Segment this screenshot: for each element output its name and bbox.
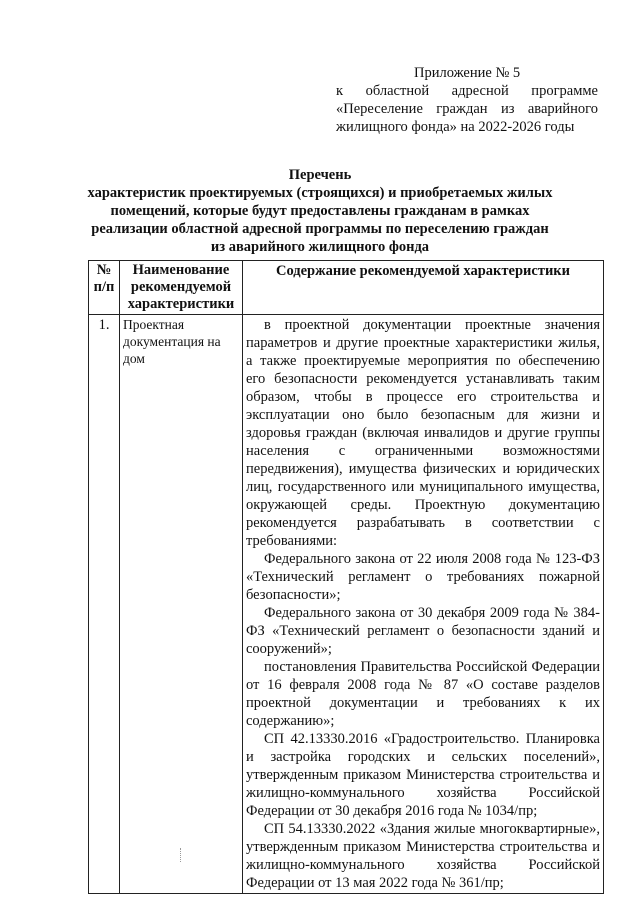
row-number: 1. xyxy=(89,315,120,894)
title-line-4: реализации областной адресной программы по переселению граждан xyxy=(91,221,549,237)
header-number: № п/п xyxy=(89,261,120,315)
row-characteristic-name: Проектная документация на дом xyxy=(120,315,243,894)
header-characteristic-name: Наименование рекомендуемой характеристики xyxy=(120,261,243,315)
content-paragraph: в проектной документации проектные значения параметров и другие проектные характеристики жилья, а также проектируемые мероприятия по обеспечению его безопасности рекомендуется устанавливать таким образом, чтобы в процессе его строительства и эксплуатации оно было безопасным для жизни и здоровья граждан (включая инвалидов и другие группы населения с ограниченными возможностями передвижения), имущества физических и юридических лиц, государственного или муниципального имущества, окружающей среды. Проектную документацию рекомендуется разрабатывать в соответствии с требованиями: xyxy=(246,317,600,549)
content-paragraph: СП 54.13330.2022 «Здания жилые многоквартирные», утвержденным приказом Министерства строительства и жилищно-коммунального хозяйства Российской Федерации от 13 мая 2022 года № 361/пр; xyxy=(246,821,600,891)
content-paragraph: постановления Правительства Российской Федерации от 16 февраля 2008 года № 87 «О составе разделов проектной документации и требованиях к их содержанию»; xyxy=(246,659,600,729)
annex-line-3: «Переселение граждан из аварийного xyxy=(336,101,598,117)
title-line-1: Перечень xyxy=(288,167,352,183)
document-title xyxy=(80,166,560,256)
title-line-3: помещений, которые будут предоставлены гражданам в рамках xyxy=(110,203,530,219)
page-mark xyxy=(180,848,183,862)
content-paragraph: Федерального закона от 22 июля 2008 года № 123-ФЗ «Технический регламент о требованиях пожарной безопасности»; xyxy=(246,551,600,603)
title-line-5: из аварийного жилищного фонда xyxy=(210,239,430,255)
table-header-row xyxy=(89,261,604,315)
table-row xyxy=(89,315,604,894)
annex-line-4: жилищного фонда» на 2022-2026 годы xyxy=(336,119,575,135)
annex-number: Приложение № 5 xyxy=(414,65,521,81)
content-paragraph: СП 42.13330.2016 «Градостроительство. Планировка и застройка городских и сельских поселений», утвержденным приказом Министерства строительства и жилищно-коммунального хозяйства Российской Федерации от 30 декабря 2016 года № 1034/пр; xyxy=(246,731,600,819)
content-paragraph: Федерального закона от 30 декабря 2009 года № 384-ФЗ «Технический регламент о безопасности зданий и сооружений»; xyxy=(246,605,600,657)
characteristics-table xyxy=(88,260,604,894)
annex-header xyxy=(336,64,598,136)
row-characteristic-content xyxy=(243,315,604,894)
title-line-2: характеристик проектируемых (строящихся) и приобретаемых жилых xyxy=(87,185,553,201)
header-characteristic-content: Содержание рекомендуемой характеристики xyxy=(243,261,604,315)
annex-line-2: к областной адресной программе xyxy=(336,83,598,99)
